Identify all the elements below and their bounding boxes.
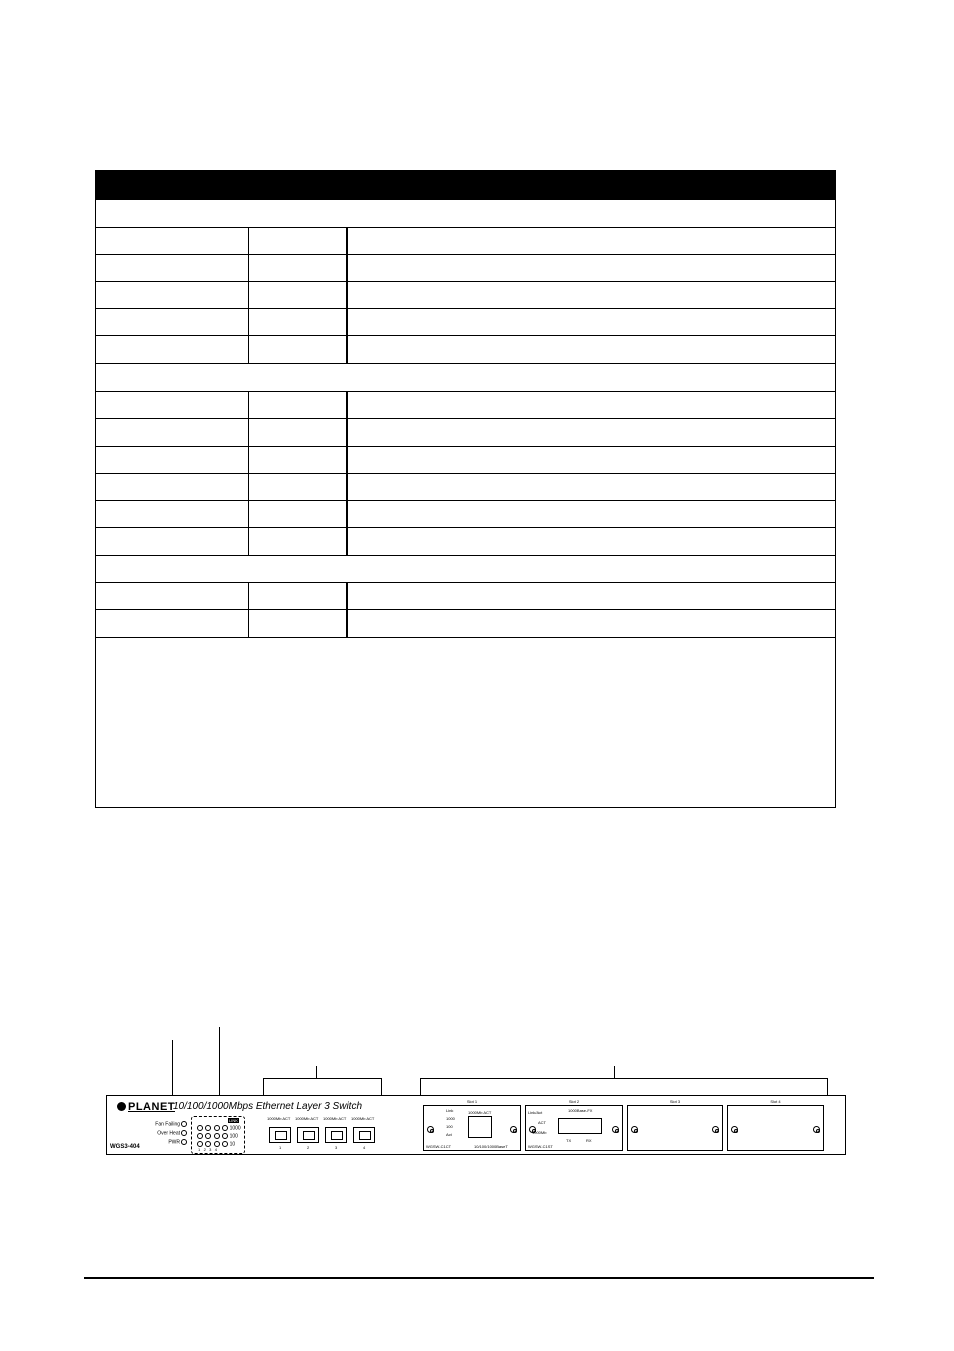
led-label: ACT [538,1120,546,1125]
table-row [96,582,835,610]
slot-label: Slot 3 [669,1099,681,1104]
table-row [96,500,835,528]
matrix-row: 1000 [196,1125,241,1131]
slot-label: Slot 2 [568,1099,580,1104]
led-label: 1000Mb [532,1130,547,1135]
module-name: WGSW-C1CT [426,1144,452,1149]
rj45-port[interactable] [269,1127,291,1143]
port-led-matrix [191,1116,245,1154]
callout-line-rj45 [316,1066,317,1078]
screw-icon [612,1126,619,1133]
table-row [96,308,835,336]
module-name: WGSW-C1ST [528,1144,553,1149]
table-row [96,609,835,637]
spec-table [95,170,836,808]
slot-label: Slot 4 [770,1099,781,1104]
screw-icon [510,1126,517,1133]
rj45-port[interactable] [325,1127,347,1143]
screw-icon [813,1126,820,1133]
expansion-slot-1[interactable] [423,1099,521,1151]
system-led: Over Heat [147,1130,187,1139]
led-icon [181,1121,187,1127]
brand-logo: PLANET [117,1101,175,1113]
system-led: PWR [147,1139,187,1148]
tx-label: TX [566,1138,572,1143]
led-label: Link [446,1108,454,1113]
matrix-row: 100 [196,1133,238,1139]
table-section-row [96,363,835,391]
model-label: WGS3-404 [110,1144,140,1150]
module-port-label: 1000Mb ACT [468,1110,492,1115]
rj45-port-number: 3 [335,1145,338,1150]
led-icon [181,1139,187,1145]
rj45-port-label: 1000Mb ACT [323,1116,347,1121]
gbic-port[interactable] [558,1118,602,1134]
table-notes-cell [96,637,835,808]
rj45-port-label: 1000Mb ACT [351,1116,375,1121]
matrix-col-labels: 1 2 3 4 [198,1147,217,1152]
table-row [96,418,835,446]
table-row [96,527,835,555]
rj45-port-label: 1000Mb ACT [295,1116,319,1121]
expansion-slot-2[interactable] [525,1099,623,1151]
table-row [96,473,835,501]
led-icon [181,1130,187,1136]
led-label: 1000 [446,1116,455,1121]
table-row [96,335,835,363]
module-detail: 10/100/1000BaseT [474,1144,508,1149]
expansion-slot-4[interactable] [727,1099,824,1151]
module-rj45-port[interactable] [468,1116,492,1138]
table-section-row [96,555,835,583]
rj45-port-label: 1000Mb ACT [267,1116,291,1121]
rx-label: RX [586,1138,592,1143]
table-row [96,254,835,282]
led-label: Link/Act [528,1110,543,1115]
planet-logo-icon [117,1102,126,1111]
table-header-bar [96,171,835,199]
screw-icon [427,1126,434,1133]
system-led-group [147,1121,187,1148]
module-detail: 1000Base-FX [568,1108,593,1113]
matrix-row: 10 [196,1141,235,1147]
table-section-row [96,199,835,227]
footer-rule [84,1277,874,1279]
screw-icon [631,1126,638,1133]
table-row [96,227,835,255]
matrix-badge: LINK [229,1118,238,1123]
table-row [96,281,835,309]
rj45-port-number: 4 [363,1145,366,1150]
expansion-slot-3[interactable] [627,1099,723,1151]
rj45-port[interactable] [297,1127,319,1143]
rj45-port-number: 1 [279,1145,282,1150]
system-led: Fan Failing [147,1121,187,1130]
rj45-port-number: 2 [307,1145,310,1150]
screw-icon [731,1126,738,1133]
switch-chassis [106,1095,846,1155]
table-row [96,391,835,419]
rj45-port[interactable] [353,1127,375,1143]
product-title: 10/100/1000Mbps Ethernet Layer 3 Switch [173,1101,363,1112]
screw-icon [712,1126,719,1133]
table-row [96,446,835,474]
led-label: Act [446,1132,452,1137]
callout-line-slots [614,1066,615,1078]
slot-label: Slot 1 [466,1099,478,1104]
led-label: 100 [446,1124,453,1129]
